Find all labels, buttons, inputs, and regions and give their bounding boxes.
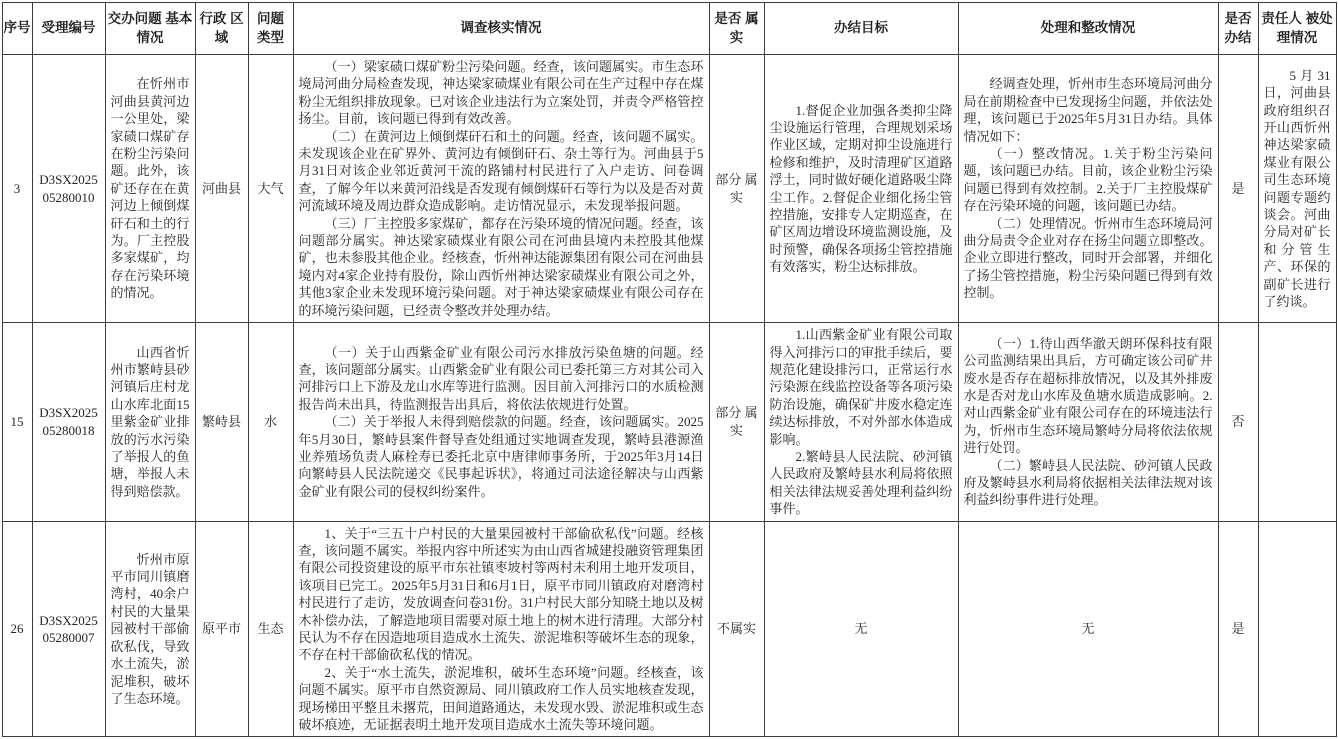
- cell-completed: 是: [1218, 55, 1258, 323]
- cell-problem-type: 大气: [248, 55, 293, 323]
- cell-completed: 是: [1218, 521, 1258, 737]
- cell-case-number: [32, 521, 105, 737]
- cell-basic-situation: [105, 323, 195, 521]
- col-header-investigation: 调查核实情况: [293, 3, 709, 55]
- basic-situation-text: 忻州市原平市同川镇磨湾村，40余户村民的大量果园被村干部偷砍私伐，导致水土流失，淤泥堆积，破坏了生态环境。: [110, 551, 190, 706]
- col-header-problem-type: 问题 类型: [248, 3, 293, 55]
- col-header-accountability: 责任人 被处理情况: [1258, 3, 1336, 55]
- col-header-completed: 是否 办结: [1218, 3, 1258, 55]
- cell-problem-type: 生态: [248, 521, 293, 737]
- col-header-verified: 是否 属实: [709, 3, 764, 55]
- inspection-cases-table: [2, 2, 1337, 737]
- basic-situation-text: 在忻州市河曲县黄河边一公里处，梁家碛口煤矿存在粉尘污染问题。此外，该矿还存在在黄河边上倾倒煤矸石和土的行为。厂主控股多家煤矿，均存在污染环境的情况。: [110, 76, 190, 301]
- cell-investigation: [293, 55, 709, 323]
- cell-verified: 不属实: [709, 521, 764, 737]
- case-number-line1: D3SX2025: [39, 172, 98, 188]
- cell-verified: 部分 属实: [709, 323, 764, 521]
- case-number-line1: D3SX2025: [39, 612, 98, 628]
- cell-basic-situation: [105, 55, 195, 323]
- investigation-paragraph: （一）梁家碛口煤矿粉尘污染问题。经查，该问题属实。市生态环境局河曲分局检查发现，神达梁家碛煤业有限公司在生产过程中存在煤粉尘无组织排放现象。已对该企业违法行为立案处罚，并责令严格管控扬尘。目前，该问题已得到有效改善。: [298, 59, 704, 127]
- handling-paragraph: 经调查处理，忻州市生态环境局河曲分局在前期检查中已发现扬尘问题，并依法处理，该问题已于2025年5月31日办结。具体情况如下：: [963, 76, 1213, 144]
- cell-goal: [764, 323, 958, 521]
- handling-paragraph: （二）处理情况。忻州市生态环境局河曲分局责令企业对存在扬尘问题立即整改。企业立即进行整改，同时开会部署，并细化了扬尘管控措施，粉尘污染问题已得到有效控制。: [963, 215, 1213, 301]
- cell-completed: 否: [1218, 323, 1258, 521]
- table-row-case-3: [2, 55, 1336, 323]
- cell-handling: [958, 323, 1218, 521]
- col-header-region: 行政 区域: [195, 3, 248, 55]
- goal-paragraph: 2.繁峙县人民法院、砂河镇人民政府及繁峙县水利局将依照相关法律法规妥善处理利益纠纷事件。: [769, 448, 953, 517]
- cell-investigation: [293, 323, 709, 521]
- investigation-paragraph: （三）厂主控股多家煤矿，都存在污染环境的情况问题。经查，该问题部分属实。神达梁家碛煤业有限公司在河曲县境内未控股其他煤矿，也未参股其他企业。经核查，忻州神达能源集团有限公司在河曲县境内对4家企业持有股份，除山西忻州神达梁家碛煤业有限公司之外，其他3家企业未发现环境污染问题。对于神达梁家碛煤业有限公司存在的环境污染问题，已经责令整改并处理办结。: [298, 215, 704, 318]
- cell-region: 繁峙县: [195, 323, 248, 521]
- cell-region: 河曲县: [195, 55, 248, 323]
- col-header-goal: 办结目标: [764, 3, 958, 55]
- cell-accountability: [1258, 521, 1336, 737]
- col-header-case-number: 受理编号: [32, 3, 105, 55]
- cell-investigation: [293, 521, 709, 737]
- goal-paragraph: 1.督促企业加强各类抑尘降尘设施运行管理，合理规划采场作业区域，定期对抑尘设施进行检修和维护，及时清理矿区道路浮土，同时做好硬化道路吸尘降尘工作。2.督促企业细化扬尘管控措施，安排专人定期巡查，在矿区周边增设环境监测设施，及时预警，确保各项扬尘管控措施有效落实，粉尘达标排放。: [769, 102, 953, 275]
- case-number-line1: D3SX2025: [39, 405, 98, 421]
- basic-situation-text: 山西省忻州市繁峙县砂河镇后庄村龙山水库北面15里紫金矿业排放的污水污染了举报人的鱼塘，举报人未得到赔偿款。: [110, 344, 190, 499]
- col-header-serial: 序号: [2, 3, 32, 55]
- handling-paragraph: （一）1.待山西华澈天朗环保科技有限公司监测结果出具后，方可确定该公司矿井废水是否存在超标排放情况，以及其外排废水是否对龙山水库及鱼塘水质造成影响。2.对山西紫金矿业有限公司存在的环境违法行为，忻州市生态环境局繁峙分局将依法依规进行处罚。: [963, 335, 1213, 456]
- col-header-basic-situation: 交办问题 基本情况: [105, 3, 195, 55]
- cell-case-number: [32, 55, 105, 323]
- cell-handling: 无: [958, 521, 1218, 737]
- cell-goal: [764, 55, 958, 323]
- cell-handling: [958, 55, 1218, 323]
- case-number-line2: 05280007: [42, 630, 95, 645]
- case-number-line2: 05280010: [42, 189, 95, 205]
- goal-paragraph: 1.山西紫金矿业有限公司取得入河排污口的审批手续后，要规范化建设排污口，正常运行水污染源在线监控设备等各项污染防治设施，确保矿井废水稳定连续达标排放，不对外部水体造成影响。: [769, 327, 953, 447]
- cell-serial: 15: [2, 323, 32, 521]
- cell-goal: 无: [764, 521, 958, 737]
- case-number-line2: 05280018: [42, 422, 95, 438]
- cell-serial: 26: [2, 521, 32, 737]
- cell-accountability: [1258, 323, 1336, 521]
- cell-case-number: [32, 323, 105, 521]
- handling-paragraph: （二）繁峙县人民法院、砂河镇人民政府及繁峙县水利局将依据相关法律法规对该利益纠纷事件进行处理。: [963, 457, 1213, 508]
- investigation-paragraph: （二）在黄河边上倾倒煤矸石和土的问题。经查，该问题不属实。未发现该企业在矿界外、黄河边有倾倒矸石、杂土等行为。河曲县于5月31日对该企业邻近黄河干流的路铺村村民进行了入户走访、问卷调查，了解今年以来黄河沿线是否发现有倾倒煤矸石等行为以及是否对黄河流域环境及周边群众造成影响。走访情况显示，未发现举报问题。: [298, 128, 704, 214]
- cell-region: 原平市: [195, 521, 248, 737]
- col-header-handling: 处理和整改情况: [958, 3, 1218, 55]
- cell-verified: 部分 属实: [709, 55, 764, 323]
- table-row-case-26: [2, 521, 1336, 737]
- cell-basic-situation: [105, 521, 195, 737]
- accountability-text: 5月31日，河曲县政府组织召开山西忻州神达梁家碛煤业有限公司生态环境问题专题约谈会。河曲分局对矿长和分管生产、环保的副矿长进行了约谈。: [1263, 67, 1331, 309]
- table-header-row: [2, 3, 1336, 55]
- investigation-paragraph: （二）关于举报人未得到赔偿款的问题。经查，该问题属实。2025年5月30日，繁峙县案件督导查处组通过实地调查发现，繁峙县港源渔业养殖场负责人麻栓寿已委托北京中唐律师事务所，于2025年3月14日向繁峙县人民法院递交《民事起诉状》，将通过司法途径解决与山西紫金矿业有限公司的侵权纠纷案件。: [298, 414, 704, 499]
- investigation-paragraph: 2、关于“水土流失，淤泥堆积，破坏生态环境”问题。经核查，该问题不属实。原平市自然资源局、同川镇政府工作人员实地核查发现，现场梯田平整且未撂荒，田间道路通达，未发现水毁、淤泥堆积或生态破坏痕迹，无证据表明土地开发项目造成水土流失等环境问题。: [298, 664, 704, 733]
- table-row-case-15: [2, 323, 1336, 521]
- cell-serial: 3: [2, 55, 32, 323]
- cell-accountability: [1258, 55, 1336, 323]
- investigation-paragraph: 1、关于“三五十户村民的大量果园被村干部偷砍私伐”问题。经核查，该问题不属实。举报内容中所述实为由山西省城建投融资管理集团有限公司投资建设的原平市东社镇枣坡村等两村未利用土地开发项目，该项目已完工。2025年5月31日和6月1日，原平市同川镇政府对磨湾村村民进行了走访，发放调查问卷31份。31户村民大部分知晓土地以及树木补偿办法，了解造地项目需要对原土地上的树木进行清理。大部分村民认为不存在因造地项目造成水土流失、淤泥堆积等破坏生态的现象，不存在村干部偷砍私伐的情况。: [298, 525, 704, 663]
- cell-problem-type: 水: [248, 323, 293, 521]
- handling-paragraph: （一）整改情况。1.关于粉尘污染问题，该问题已办结。目前，该企业粉尘污染问题已得到有效控制。2.关于厂主控股煤矿存在污染环境的问题，该问题已办结。: [963, 146, 1213, 214]
- investigation-paragraph: （一）关于山西紫金矿业有限公司污水排放污染鱼塘的问题。经查，该问题部分属实。山西紫金矿业有限公司已委托第三方对其公司入河排污口上下游及龙山水库等进行监测。因目前入河排污口的水质检测报告尚未出具，待监测报告出具后，将依法依规进行处置。: [298, 344, 704, 412]
